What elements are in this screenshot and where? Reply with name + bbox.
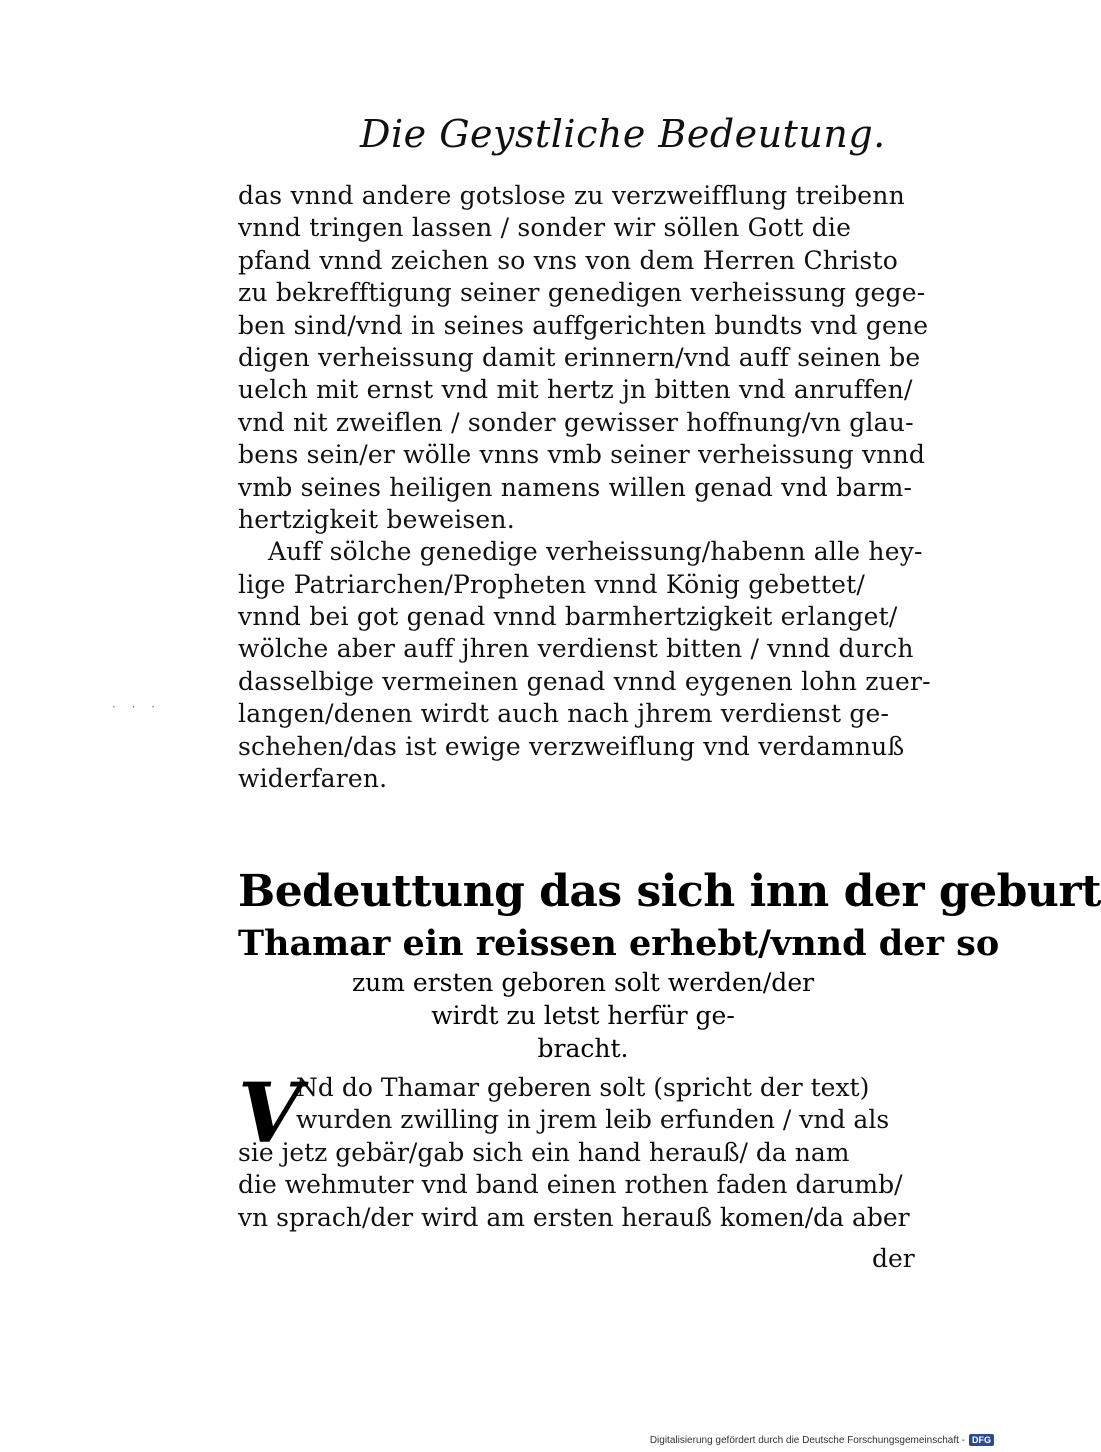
section-heading [238, 862, 1101, 1065]
body-line-paragraph-start: Auff sölche genedige verheissung/habenn alle hey- [268, 537, 923, 567]
drop-cap: V [238, 1066, 302, 1162]
footer-text: Digitalisierung gefördert durch die Deutsche Forschungsgemeinschaft - [649, 1434, 965, 1446]
heading-line-5: bracht. [537, 1034, 629, 1063]
body-line: pfand vnnd zeichen so vns von dem Herren Christo [238, 245, 898, 275]
body-line: dasselbige vermeinen genad vnnd eygenen lohn zuer- [238, 666, 931, 696]
body-line: bens sein/er wölle vnns vmb seiner verheissung vnnd [238, 440, 926, 470]
section-line: sie jetz gebär/gab sich ein hand herauß/ da nam [238, 1137, 850, 1167]
body-line: vnd nit zweiflen / sonder gewisser hoffnung/vn glau- [238, 407, 914, 437]
body-line: digen verheissung damit erinnern/vnd auff seinen be [238, 342, 921, 372]
section-line: Nd do Thamar geberen solt (spricht der text) [296, 1073, 870, 1102]
dfg-logo-icon: DFG [969, 1434, 994, 1446]
margin-marks: · · · [112, 700, 162, 714]
body-line: das vnnd andere gotslose zu verzweifflung treibenn [238, 181, 905, 210]
catchword: der [872, 1244, 915, 1273]
heading-line-4: wirdt zu letst herfür ge- [431, 1001, 735, 1030]
running-head: Die Geystliche Bedeutung. [360, 112, 886, 156]
heading-line-2: Thamar ein reissen erhebt/vnnd der so [238, 923, 1000, 964]
body-line: schehen/das ist ewige verzweiflung vnd verdamnuß [238, 731, 905, 761]
heading-line-1: Bedeuttung das sich inn der geburt [238, 866, 1101, 917]
body-line: wölche aber auff jhren verdienst bitten / vnnd durch [238, 634, 914, 664]
body-line: ben sind/vnd in seines auffgerichten bundts vnd gene [238, 310, 929, 340]
body-line: vmb seines heiligen namens willen genad vnd barm- [238, 472, 913, 502]
body-line: uelch mit ernst vnd mit hertz jn bitten vnd anruffen/ [238, 375, 913, 405]
section-line: vn sprach/der wird am ersten herauß komen/da aber [238, 1202, 910, 1232]
body-line: vnnd bei got genad vnnd barmhertzigkeit erlanget/ [238, 602, 898, 632]
section-line: wurden zwilling in jrem leib erfunden / vnd als [296, 1105, 890, 1135]
digitization-footer [650, 1434, 994, 1446]
heading-line-3: zum ersten geboren solt werden/der [351, 968, 815, 997]
body-line: widerfaren. [238, 764, 388, 794]
section-body [238, 1066, 928, 1234]
section-line: die wehmuter vnd band einen rothen faden darumb/ [238, 1170, 903, 1200]
body-text-block [238, 180, 931, 795]
body-line: lige Patriarchen/Propheten vnnd König gebettet/ [238, 569, 865, 599]
body-line: langen/denen wirdt auch nach jhrem verdienst ge- [238, 699, 890, 729]
body-line: hertzigkeit beweisen. [238, 504, 515, 534]
body-line: vnnd tringen lassen / sonder wir söllen Gott die [238, 213, 852, 243]
body-line: zu bekrefftigung seiner genedigen verheissung gege- [238, 278, 926, 308]
